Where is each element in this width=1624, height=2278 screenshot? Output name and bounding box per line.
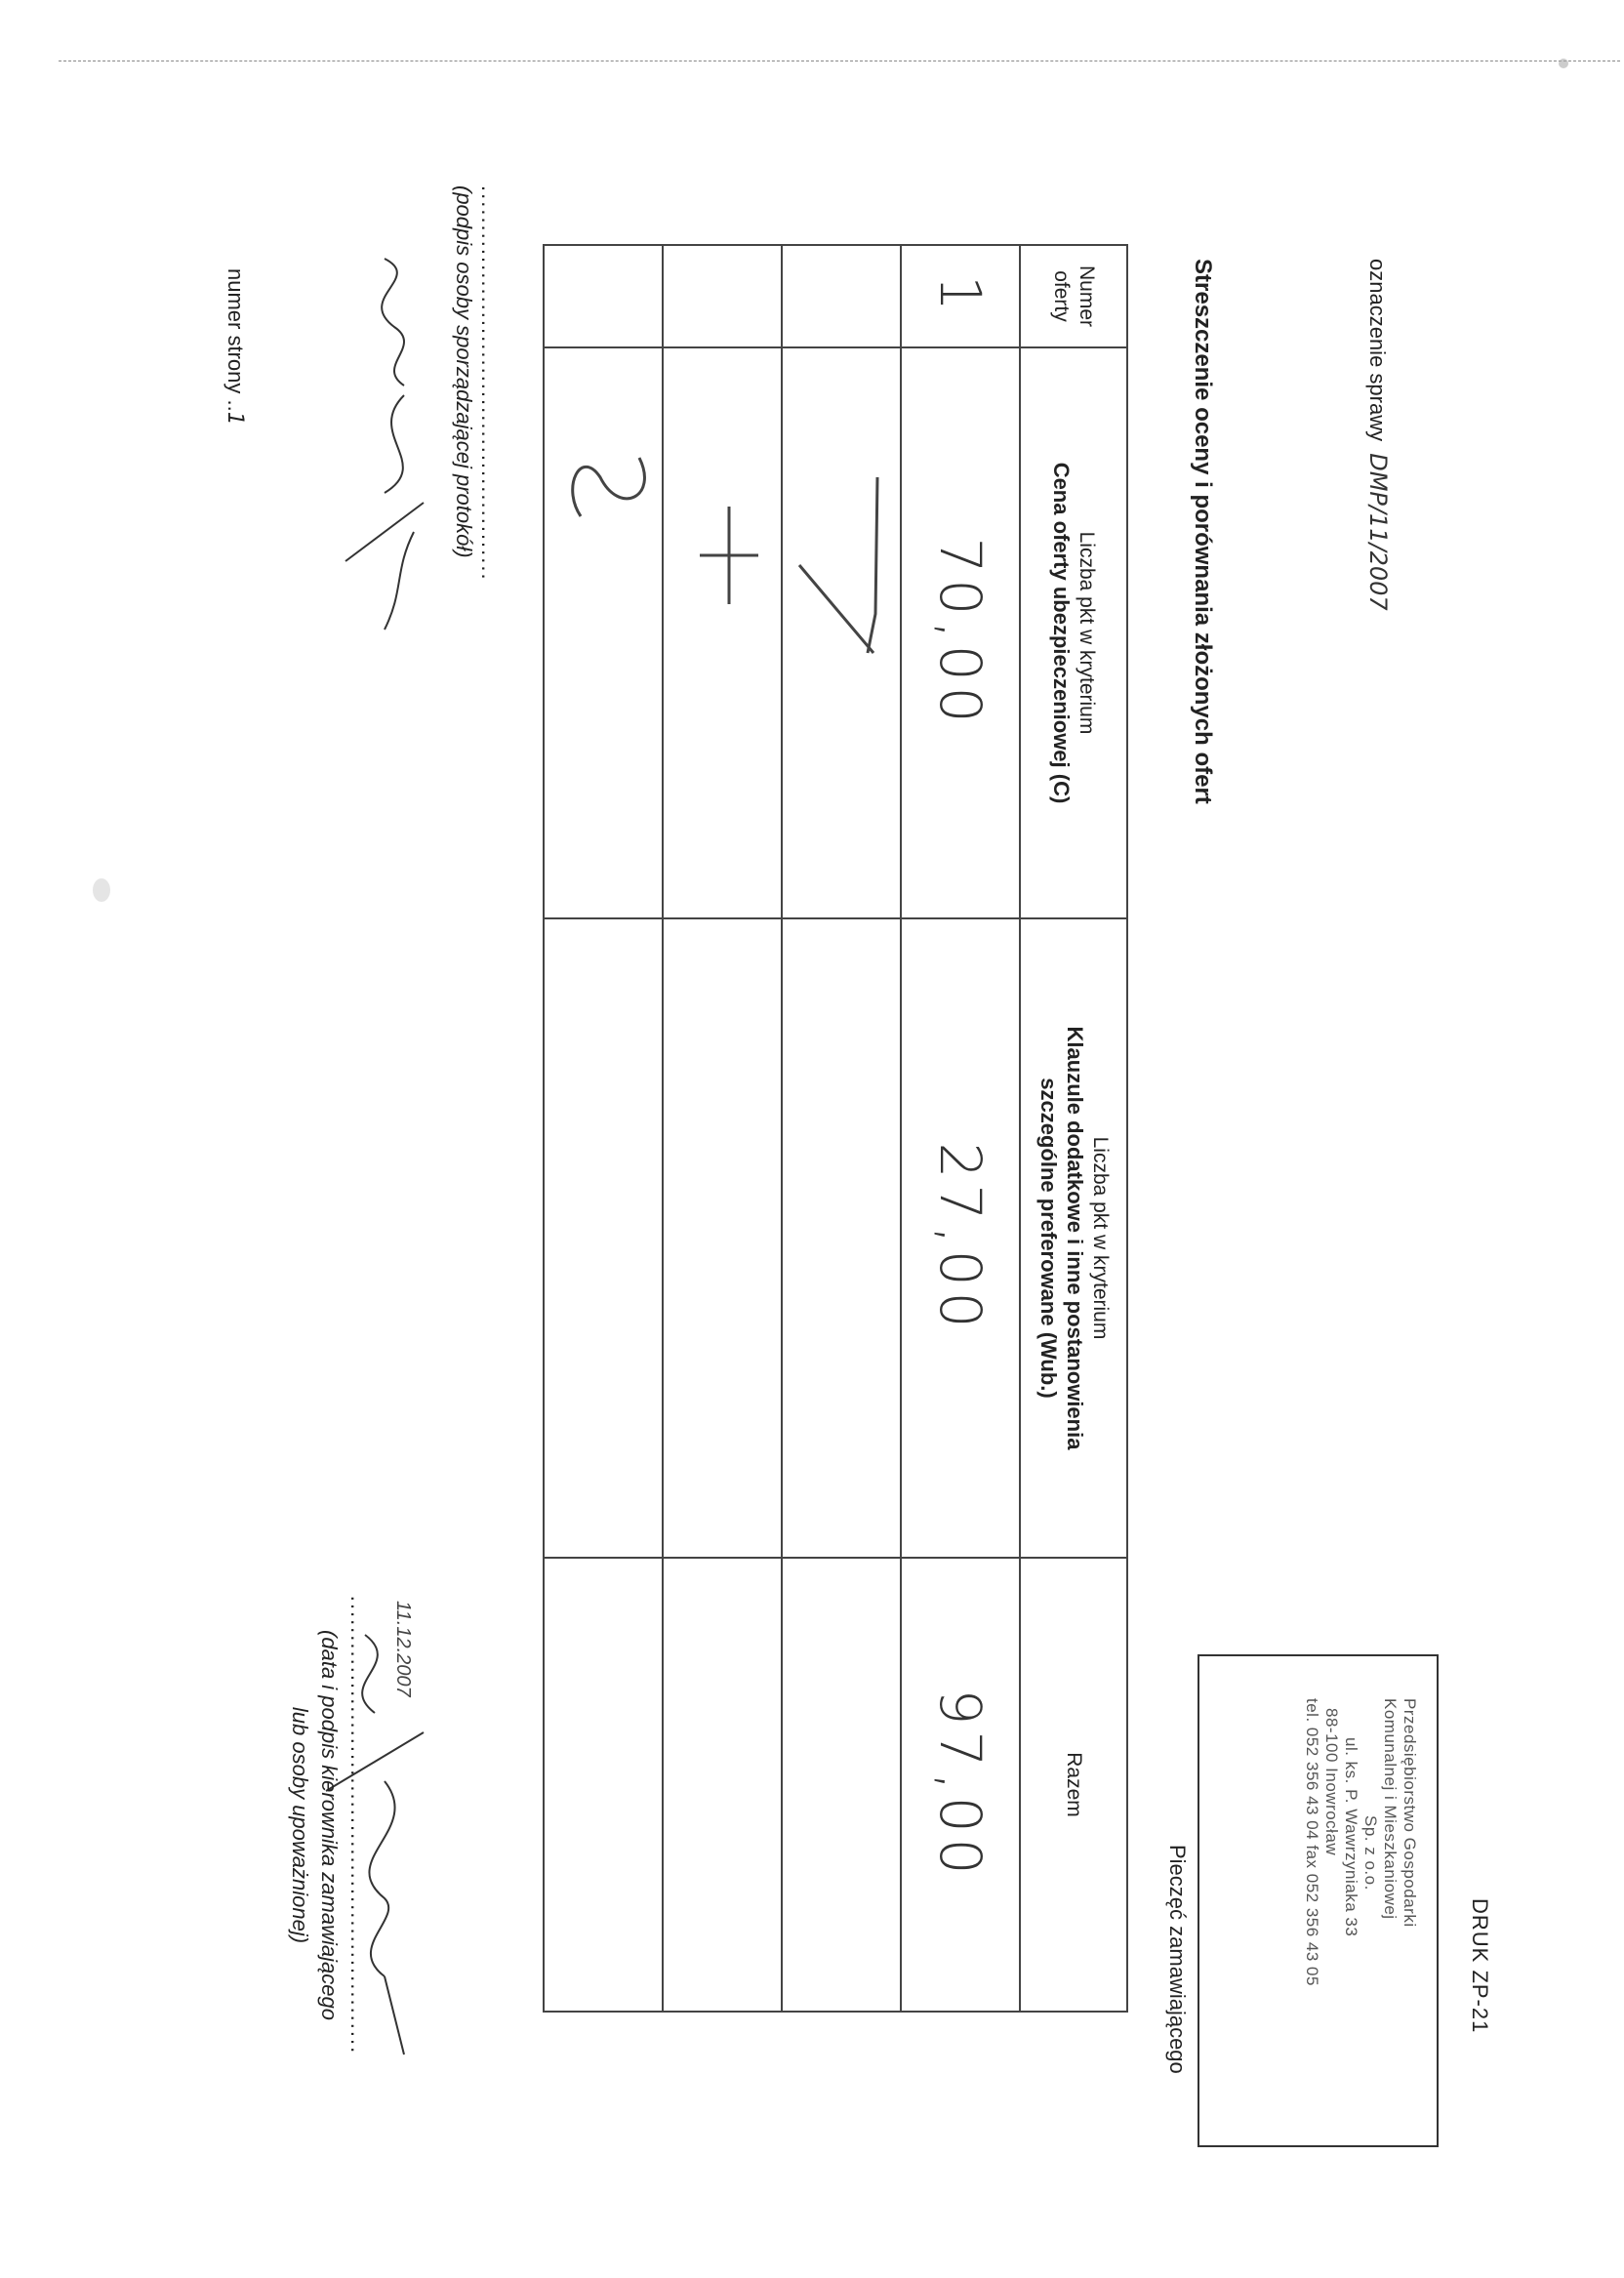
empty-cell <box>782 245 901 347</box>
table-row <box>782 245 901 2012</box>
dash-mark-icon <box>671 360 779 907</box>
stamp-line: Komunalnej i Mieszkaniowej <box>1381 1698 1400 1920</box>
header-total <box>1020 1558 1127 2012</box>
stamp-line: ul. ks. P. Wawrzyniaka 33 <box>1342 1737 1360 1937</box>
table-header-row <box>1020 245 1127 2012</box>
clause-points-cell: 27,00 <box>901 918 1020 1558</box>
evaluation-table <box>543 244 1128 2013</box>
header-line: Liczba pkt w kryterium <box>1089 1136 1112 1340</box>
header-line: szczególne preferowane (Wub.) <box>1036 1078 1061 1399</box>
table-row <box>663 245 782 2012</box>
stamp-line: Przedsiębiorstwo Gospodarki <box>1401 1698 1419 1928</box>
company-stamp <box>1302 1698 1419 2108</box>
signature-left <box>451 185 502 582</box>
header-line: Numer <box>1076 264 1098 327</box>
header-clause-points <box>1020 918 1127 1558</box>
page-number <box>223 268 248 426</box>
signature-right <box>285 1581 373 2069</box>
empty-cell <box>782 918 901 1558</box>
stamp-line: Sp. z o.o. <box>1361 1815 1380 1891</box>
page-number-value: 1 <box>223 411 247 426</box>
total-cell: 97,00 <box>901 1558 1020 2012</box>
header-line: oferty <box>1050 270 1073 322</box>
strike-cell <box>544 347 663 918</box>
header-line: Razem <box>1063 1752 1085 1817</box>
stamp-label: Pieczęć zamawiającego <box>1165 1845 1190 2074</box>
offer-number-cell: 1 <box>901 245 1020 347</box>
signature-right-caption-2: lub osoby upoważnionej) <box>288 1706 312 1944</box>
empty-cell <box>663 918 782 1558</box>
case-designation <box>1364 259 1392 611</box>
strike-cell <box>663 347 782 918</box>
empty-cell <box>663 245 782 347</box>
page-number-dots: .. <box>223 399 248 412</box>
form-code: DRUK ZP-21 <box>1468 1898 1492 2034</box>
case-value: DMP/11/2007 <box>1364 453 1392 611</box>
strike-cell <box>782 347 901 918</box>
table-row <box>901 245 1020 2012</box>
table-row <box>544 245 663 2012</box>
wave-mark-icon <box>552 360 660 907</box>
case-label: oznaczenie sprawy <box>1365 259 1390 442</box>
empty-cell <box>663 1558 782 2012</box>
stamp-line: tel. 052 356 43 04 fax 052 356 43 05 <box>1303 1698 1321 1986</box>
header-offer-number <box>1020 245 1127 347</box>
stamp-line: 88-100 Inowrocław <box>1322 1708 1341 1856</box>
header-line: Klauzule dodatkowe i inne postanowienia <box>1063 1026 1087 1450</box>
header-line: Cena oferty ubezpieczeniowej (C) <box>1049 462 1075 804</box>
page-number-label: numer strony <box>223 268 248 394</box>
empty-cell <box>782 1558 901 2012</box>
empty-cell <box>544 918 663 1558</box>
signature-right-caption-1: (data i podpis kierownika zamawiającego <box>317 1630 342 2020</box>
strike-mark-icon <box>791 360 898 907</box>
empty-cell <box>544 245 663 347</box>
price-points-cell: 70,00 <box>901 347 1020 918</box>
header-line: Liczba pkt w kryterium <box>1076 531 1099 735</box>
empty-cell <box>544 1558 663 2012</box>
header-price-points <box>1020 347 1127 918</box>
signature-dots: .................................................. <box>477 185 502 582</box>
signature-date: 11.12.2007 <box>392 1601 414 1697</box>
signature-left-caption: (podpis osoby sporządzającej protokół) <box>452 185 476 558</box>
signature-dots: .......................................................... <box>346 1595 371 2055</box>
page-title: Streszczenie oceny i porównania złożonych ofert <box>1190 259 1216 804</box>
signature-left-icon <box>336 239 443 649</box>
